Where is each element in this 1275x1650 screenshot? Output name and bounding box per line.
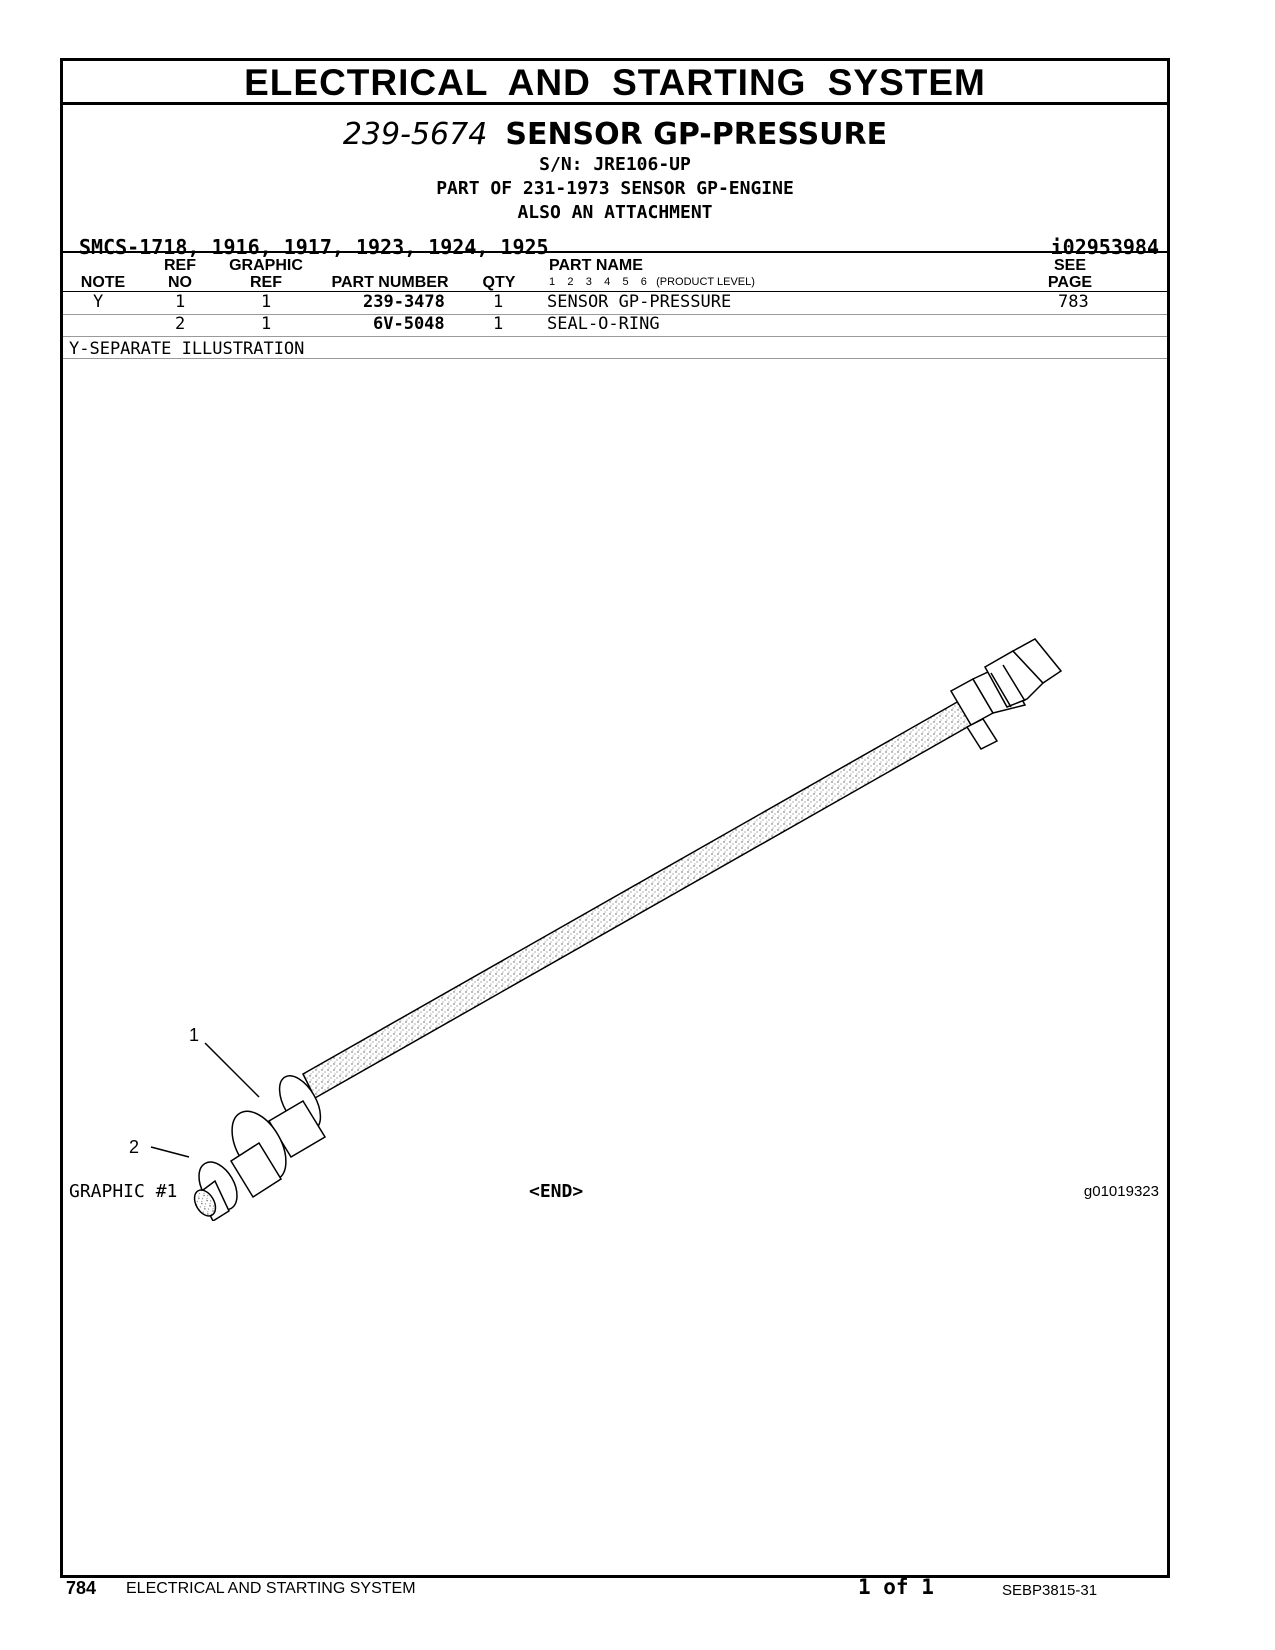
page-frame — [60, 58, 1170, 1578]
document-id: SEBP3815-31 — [1002, 1582, 1098, 1599]
footer-section: ELECTRICAL AND STARTING SYSTEM — [126, 1580, 416, 1597]
header-qty: QTY — [482, 274, 516, 291]
graphic-label: GRAPHIC #1 — [69, 1181, 178, 1202]
pagination: 1 of 1 — [858, 1575, 934, 1599]
smcs-codes: SMCS-1718, 1916, 1917, 1923, 1924, 1925 — [79, 235, 549, 259]
sensor-tube — [303, 701, 971, 1098]
table-top-rule — [63, 251, 1167, 253]
callout-2: 2 — [129, 1137, 140, 1157]
row-ref-no: 1 — [175, 292, 186, 312]
header-see-page: SEE PAGE — [1047, 257, 1093, 291]
row-note: Y — [93, 292, 104, 312]
row-qty: 1 — [493, 292, 504, 312]
end-label: <END> — [529, 1181, 584, 1202]
part-number-title: 239-5674 — [342, 117, 488, 152]
hex-fitting — [190, 1069, 329, 1221]
row-part-number: 6V-5048 — [373, 314, 445, 334]
graphic-id: g01019323 — [1083, 1183, 1159, 1200]
product-level-row: 1 2 3 4 5 6 (PRODUCT LEVEL) — [549, 276, 755, 288]
info-id: i02953984 — [1050, 235, 1159, 259]
header-note: NOTE — [80, 274, 126, 291]
part-of-line: PART OF 231-1973 SENSOR GP-ENGINE — [436, 178, 794, 199]
row-part-number: 239-3478 — [363, 292, 445, 312]
connector-body — [951, 639, 1061, 749]
header-graphic-ref: GRAPHIC REF — [229, 257, 303, 291]
row-graphic-ref: 1 — [261, 292, 272, 312]
footnote-divider — [63, 358, 1167, 359]
part-heading — [63, 105, 1167, 225]
header-part-name: PART NAME — [549, 257, 643, 274]
row-part-name: SENSOR GP-PRESSURE — [547, 292, 732, 312]
sensor-illustration — [63, 361, 1167, 1221]
page-number: 784 — [66, 1578, 97, 1598]
part-name-title: SENSOR GP-PRESSURE — [505, 117, 888, 152]
serial-range: S/N: JRE106-UP — [539, 154, 691, 175]
table-footnote: Y-SEPARATE ILLUSTRATION — [69, 339, 305, 359]
row-part-name: SEAL-O-RING — [547, 314, 660, 334]
header-part-number: PART NUMBER — [331, 274, 449, 291]
page-title: ELECTRICAL AND STARTING SYSTEM — [63, 61, 1167, 105]
header-ref-no: REF NO — [164, 257, 196, 291]
row-ref-no: 2 — [175, 314, 186, 334]
row-qty: 1 — [493, 314, 504, 334]
part-title-line — [63, 117, 1167, 153]
callout-1: 1 — [189, 1025, 200, 1045]
row-see-page: 783 — [1058, 292, 1089, 312]
attachment-line: ALSO AN ATTACHMENT — [517, 202, 713, 223]
row-divider — [63, 336, 1167, 337]
row-graphic-ref: 1 — [261, 314, 272, 334]
